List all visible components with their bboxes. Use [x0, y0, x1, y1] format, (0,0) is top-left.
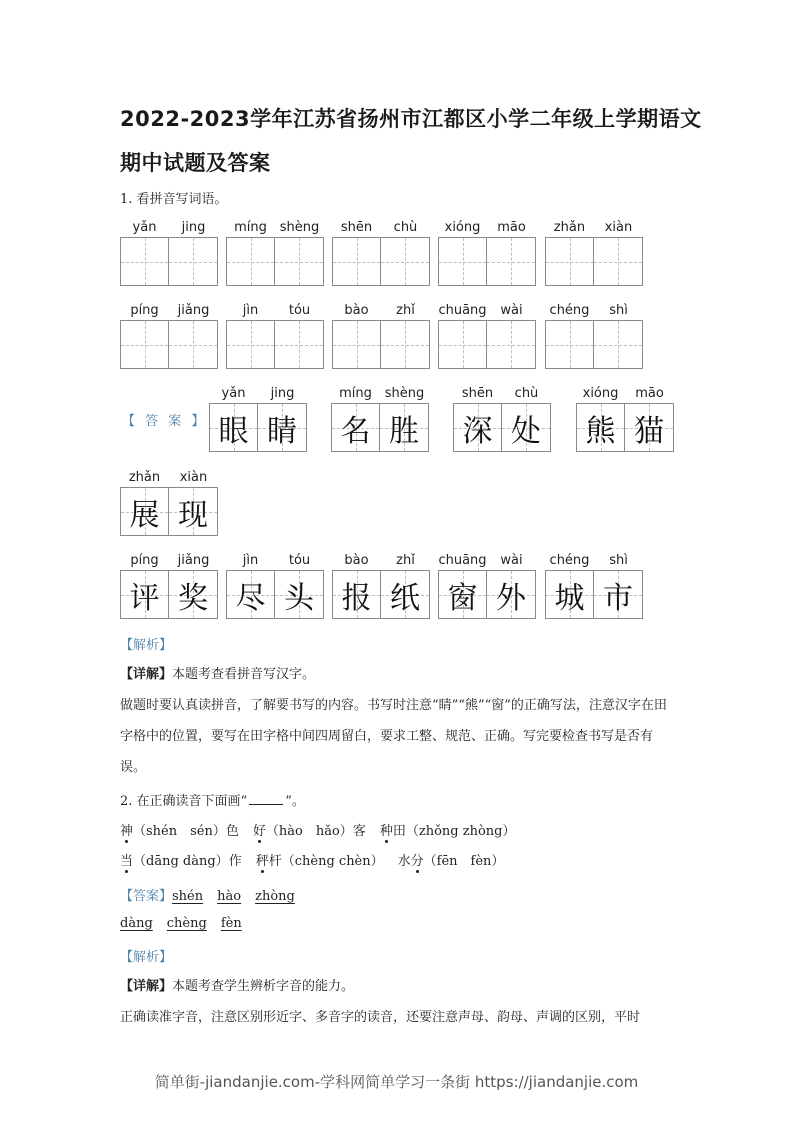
- grid-cell-wrapper: [381, 219, 430, 286]
- grid-cell-wrapper: [120, 219, 169, 286]
- pinyin-label: zhǐ: [396, 553, 415, 568]
- tianzige-answer-cell: [438, 570, 487, 619]
- grid-cell-wrapper: [169, 302, 218, 369]
- question-1-prompt: 1. 看拼音写词语。: [120, 192, 228, 207]
- pinyin-label: māo: [497, 220, 526, 235]
- grid-cell-wrapper: [120, 552, 169, 619]
- word-grid-group: [120, 552, 218, 619]
- pinyin-label: wài: [500, 553, 523, 568]
- hanzi-character: 窗: [447, 580, 478, 616]
- grid-cell-wrapper: [275, 219, 324, 286]
- grid-cell-wrapper: [438, 302, 487, 369]
- word-grid-group: [226, 302, 324, 369]
- pinyin-label: shēn: [461, 386, 494, 401]
- tianzige-empty-cell[interactable]: [226, 320, 275, 369]
- word-grid-group: [332, 552, 430, 619]
- grid-cell-wrapper: [169, 469, 218, 536]
- grid-dash-vertical: [570, 321, 571, 368]
- word-grid-group: [120, 469, 218, 536]
- pinyin-label: yǎn: [132, 220, 157, 235]
- pronunciation-item: [256, 854, 384, 869]
- pinyin-label: jing: [181, 220, 206, 235]
- question-2-detail-text: 本题考查学生辨析字音的能力。: [172, 979, 355, 994]
- grid-dash-vertical: [618, 321, 619, 368]
- grid-dash-vertical: [299, 321, 300, 368]
- pinyin-options[interactable]: （shén sén）: [133, 824, 226, 839]
- word-grid-group: [545, 552, 643, 619]
- tianzige-empty-cell[interactable]: [594, 320, 643, 369]
- word-grid-group: [226, 219, 324, 286]
- word-grid-group: [332, 219, 430, 286]
- tianzige-answer-cell: [625, 403, 674, 452]
- pinyin-label: zhǎn: [128, 470, 161, 485]
- analysis-label: 【解析】: [120, 638, 173, 653]
- hanzi-character: 评: [129, 580, 160, 616]
- grid-dash-vertical: [251, 238, 252, 285]
- answer-values-1: [172, 889, 295, 904]
- grid-dash-vertical: [357, 321, 358, 368]
- grid-cell-wrapper: [332, 302, 381, 369]
- question-2-answer-label: 【答案】: [120, 889, 173, 904]
- tianzige-answer-cell: [275, 570, 324, 619]
- item-char: 杆: [268, 854, 282, 869]
- word-grid-group: [545, 219, 643, 286]
- pinyin-label: wài: [500, 303, 523, 318]
- pinyin-label: tóu: [288, 553, 311, 568]
- tianzige-answer-cell: [380, 403, 429, 452]
- word-grid-group: [545, 302, 643, 369]
- underlined-answer: chèng: [166, 916, 207, 931]
- grid-dash-vertical: [511, 321, 512, 368]
- grid-cell-wrapper: [381, 552, 430, 619]
- word-grid-group: [576, 385, 674, 452]
- pinyin-label: chuāng: [438, 553, 487, 568]
- question-2-answer-line-2: [120, 916, 242, 931]
- hanzi-character: 睛: [267, 413, 297, 449]
- question-2-prompt-prefix: 2. 在正确读音下面画“: [120, 794, 248, 809]
- grid-dash-vertical: [405, 238, 406, 285]
- pinyin-label: míng: [234, 220, 267, 235]
- question-2-detail-label: 【详解】: [120, 979, 173, 994]
- pinyin-label: shì: [609, 553, 628, 568]
- tianzige-answer-cell: [120, 570, 169, 619]
- pinyin-label: xióng: [444, 220, 481, 235]
- grid-cell-wrapper: [258, 385, 307, 452]
- underlined-answer: hào: [217, 889, 242, 904]
- pinyin-options[interactable]: （zhǒng zhòng）: [405, 824, 516, 839]
- tianzige-answer-cell: [120, 487, 169, 536]
- tianzige-empty-cell[interactable]: [120, 237, 169, 286]
- pronunciation-item: [380, 824, 516, 839]
- tianzige-answer-cell: [331, 403, 380, 452]
- tianzige-answer-cell: [576, 403, 625, 452]
- tianzige-empty-cell[interactable]: [487, 237, 536, 286]
- pinyin-options[interactable]: （dāng dàng）: [133, 854, 229, 869]
- word-grid-group: [453, 385, 551, 452]
- tianzige-answer-cell: [594, 570, 643, 619]
- grid-dash-vertical: [618, 238, 619, 285]
- tianzige-empty-cell[interactable]: [545, 320, 594, 369]
- word-grid-group: [331, 385, 429, 452]
- dotted-target-char: 神: [120, 820, 133, 839]
- hanzi-character: 报: [341, 580, 372, 616]
- word-grid-group: [332, 302, 430, 369]
- pinyin-label: míng: [339, 386, 372, 401]
- pinyin-label: bào: [344, 553, 369, 568]
- hanzi-character: 城: [554, 580, 585, 616]
- word-grid-group: [209, 385, 307, 452]
- grid-cell-wrapper: [226, 552, 275, 619]
- tianzige-answer-cell: [381, 570, 430, 619]
- tianzige-answer-cell: [332, 570, 381, 619]
- tianzige-answer-cell: [209, 403, 258, 452]
- grid-dash-vertical: [299, 238, 300, 285]
- item-char: 作: [228, 854, 242, 869]
- hanzi-character: 胜: [389, 413, 419, 449]
- grid-cell-wrapper: [332, 219, 381, 286]
- tianzige-answer-cell: [487, 570, 536, 619]
- pinyin-label: tóu: [288, 303, 311, 318]
- grid-cell-wrapper: [438, 219, 487, 286]
- dotted-target-char: 分: [411, 850, 424, 869]
- grid-dash-vertical: [463, 238, 464, 285]
- detail-text: 本题考查看拼音写汉字。: [172, 667, 316, 682]
- tianzige-empty-cell[interactable]: [275, 237, 324, 286]
- pinyin-label: zhǐ: [396, 303, 415, 318]
- hanzi-character: 现: [178, 497, 208, 533]
- hanzi-character: 名: [340, 413, 371, 449]
- dotted-target-char: 好: [253, 820, 266, 839]
- grid-cell-wrapper: [120, 302, 169, 369]
- hanzi-character: 外: [496, 580, 526, 616]
- pinyin-label: píng: [130, 303, 159, 318]
- question-2-items-line-1: [120, 820, 515, 839]
- grid-cell-wrapper: [331, 385, 380, 452]
- dotted-target-char: 秤: [256, 850, 269, 869]
- pinyin-label: chéng: [549, 553, 590, 568]
- question-2-explanation: 正确读准字音，注意区别形近字、多音字的读音，还要注意声母、韵母、声调的区别，平时: [120, 1010, 641, 1025]
- grid-cell-wrapper: [545, 219, 594, 286]
- grid-dash-vertical: [251, 321, 252, 368]
- grid-dash-vertical: [193, 238, 194, 285]
- hanzi-character: 熊: [585, 413, 616, 449]
- underlined-answer: shén: [172, 889, 204, 904]
- grid-cell-wrapper: [594, 219, 643, 286]
- grid-cell-wrapper: [226, 302, 275, 369]
- answer-label-text: 【 答 案 】: [122, 414, 208, 429]
- pinyin-label: chù: [393, 220, 418, 235]
- grid-cell-wrapper: [380, 385, 429, 452]
- word-grid-group: [120, 302, 218, 369]
- grid-cell-wrapper: [502, 385, 551, 452]
- grid-cell-wrapper: [209, 385, 258, 452]
- pinyin-label: xiàn: [179, 470, 208, 485]
- pronunciation-item: [120, 824, 239, 839]
- word-grid-group: [226, 552, 324, 619]
- tianzige-empty-cell[interactable]: [381, 320, 430, 369]
- tianzige-empty-cell[interactable]: [438, 320, 487, 369]
- dotted-target-char: 种: [380, 820, 393, 839]
- hanzi-character: 头: [284, 580, 314, 616]
- pinyin-label: māo: [635, 386, 664, 401]
- item-char: 田: [392, 824, 406, 839]
- underlined-answer: dàng: [120, 916, 153, 931]
- underlined-answer: fèn: [220, 916, 242, 931]
- pinyin-label: jìn: [242, 303, 259, 318]
- pinyin-label: bào: [344, 303, 369, 318]
- tianzige-answer-cell: [169, 570, 218, 619]
- tianzige-empty-cell[interactable]: [226, 237, 275, 286]
- underline-blank: [249, 792, 283, 805]
- word-grid-group: [438, 552, 536, 619]
- hanzi-character: 深: [462, 413, 493, 449]
- dotted-target-char: 当: [120, 850, 133, 869]
- grid-cell-wrapper: [381, 302, 430, 369]
- grid-cell-wrapper: [438, 552, 487, 619]
- tianzige-answer-cell: [502, 403, 551, 452]
- grid-dash-vertical: [357, 238, 358, 285]
- page-title-line-1: 2022-2023学年江苏省扬州市江都区小学二年级上学期语文: [120, 107, 702, 131]
- grid-cell-wrapper: [545, 552, 594, 619]
- grid-cell-wrapper: [169, 552, 218, 619]
- tianzige-empty-cell[interactable]: [332, 320, 381, 369]
- word-grid-group: [120, 219, 218, 286]
- tianzige-empty-cell[interactable]: [120, 320, 169, 369]
- tianzige-answer-cell: [169, 487, 218, 536]
- hanzi-character: 奖: [178, 580, 208, 616]
- word-grid-group: [438, 219, 536, 286]
- hanzi-character: 纸: [390, 580, 420, 616]
- tianzige-answer-cell: [258, 403, 307, 452]
- grid-dash-vertical: [405, 321, 406, 368]
- question-2-analysis-label: 【解析】: [120, 950, 173, 965]
- pinyin-label: xióng: [582, 386, 619, 401]
- grid-dash-vertical: [511, 238, 512, 285]
- grid-cell-wrapper: [275, 302, 324, 369]
- underlined-answer: zhòng: [255, 889, 295, 904]
- detail-label: 【详解】: [120, 667, 173, 682]
- grid-cell-wrapper: [332, 552, 381, 619]
- hanzi-character: 眼: [218, 413, 249, 449]
- detail-paragraph: [120, 659, 675, 690]
- hanzi-character: 尽: [235, 580, 266, 616]
- tianzige-empty-cell[interactable]: [487, 320, 536, 369]
- tianzige-answer-cell: [226, 570, 275, 619]
- hanzi-character: 展: [129, 497, 160, 533]
- pinyin-label: yǎn: [221, 386, 246, 401]
- tianzige-empty-cell[interactable]: [332, 237, 381, 286]
- pronunciation-item: [398, 854, 505, 869]
- tianzige-answer-cell: [453, 403, 502, 452]
- hanzi-character: 处: [511, 413, 541, 449]
- tianzige-empty-cell[interactable]: [594, 237, 643, 286]
- grid-dash-vertical: [193, 321, 194, 368]
- grid-dash-vertical: [463, 321, 464, 368]
- tianzige-empty-cell[interactable]: [438, 237, 487, 286]
- hanzi-character: 猫: [634, 413, 664, 449]
- grid-cell-wrapper: [576, 385, 625, 452]
- grid-dash-vertical: [570, 238, 571, 285]
- pinyin-options[interactable]: （fēn fèn）: [423, 854, 505, 869]
- grid-cell-wrapper: [594, 552, 643, 619]
- word-grid-group: [438, 302, 536, 369]
- grid-dash-vertical: [145, 321, 146, 368]
- pinyin-label: chuāng: [438, 303, 487, 318]
- grid-cell-wrapper: [594, 302, 643, 369]
- tianzige-empty-cell[interactable]: [275, 320, 324, 369]
- item-char: 水: [397, 854, 411, 869]
- tianzige-empty-cell[interactable]: [545, 237, 594, 286]
- tianzige-answer-cell: [545, 570, 594, 619]
- grid-cell-wrapper: [120, 469, 169, 536]
- question-2-prompt-suffix: ”。: [285, 794, 305, 809]
- question-2-answer-line-1: [120, 885, 295, 904]
- grid-cell-wrapper: [625, 385, 674, 452]
- grid-cell-wrapper: [487, 302, 536, 369]
- item-char: 色: [225, 824, 239, 839]
- pinyin-options[interactable]: （hào hǎo）: [265, 824, 353, 839]
- pinyin-label: shèng: [279, 220, 320, 235]
- question-2-detail-paragraph: [120, 971, 675, 1002]
- pinyin-label: jiǎng: [177, 553, 210, 568]
- grid-cell-wrapper: [545, 302, 594, 369]
- explanation-paragraph: 做题时要认真读拼音，了解要书写的内容。书写时注意“睛”“熊”“窗”的正确写法，注意汉字在田字格中的位置，要写在田字格中间四周留白，要求工整、规范、正确。写完要检查书写是否有误。: [120, 698, 667, 775]
- grid-cell-wrapper: [487, 552, 536, 619]
- grid-cell-wrapper: [487, 219, 536, 286]
- question-2-prompt: [120, 790, 305, 809]
- pinyin-label: jiǎng: [177, 303, 210, 318]
- pinyin-label: shì: [609, 303, 628, 318]
- grid-cell-wrapper: [169, 219, 218, 286]
- hanzi-character: 市: [603, 580, 633, 616]
- pinyin-label: shēn: [340, 220, 373, 235]
- grid-cell-wrapper: [275, 552, 324, 619]
- answer-label: [122, 410, 207, 429]
- pronunciation-item: [120, 854, 242, 869]
- pinyin-label: shèng: [384, 386, 425, 401]
- pinyin-label: zhǎn: [553, 220, 586, 235]
- question-2-items-line-2: [120, 850, 504, 869]
- grid-dash-vertical: [145, 238, 146, 285]
- pinyin-label: chéng: [549, 303, 590, 318]
- footer-watermark: 简单街-jiandanjie.com-学科网简单学习一条街 https://jiandanjie.com: [154, 1073, 639, 1091]
- tianzige-empty-cell[interactable]: [169, 320, 218, 369]
- pinyin-options[interactable]: （chèng chèn）: [281, 854, 384, 869]
- grid-cell-wrapper: [226, 219, 275, 286]
- pinyin-label: chù: [514, 386, 539, 401]
- item-char: 客: [352, 824, 366, 839]
- pinyin-label: jìn: [242, 553, 259, 568]
- pinyin-label: píng: [130, 553, 159, 568]
- grid-cell-wrapper: [453, 385, 502, 452]
- tianzige-empty-cell[interactable]: [381, 237, 430, 286]
- pinyin-label: xiàn: [604, 220, 633, 235]
- pinyin-label: jing: [270, 386, 295, 401]
- page-title-line-2: 期中试题及答案: [120, 151, 271, 175]
- pronunciation-item: [253, 824, 366, 839]
- tianzige-empty-cell[interactable]: [169, 237, 218, 286]
